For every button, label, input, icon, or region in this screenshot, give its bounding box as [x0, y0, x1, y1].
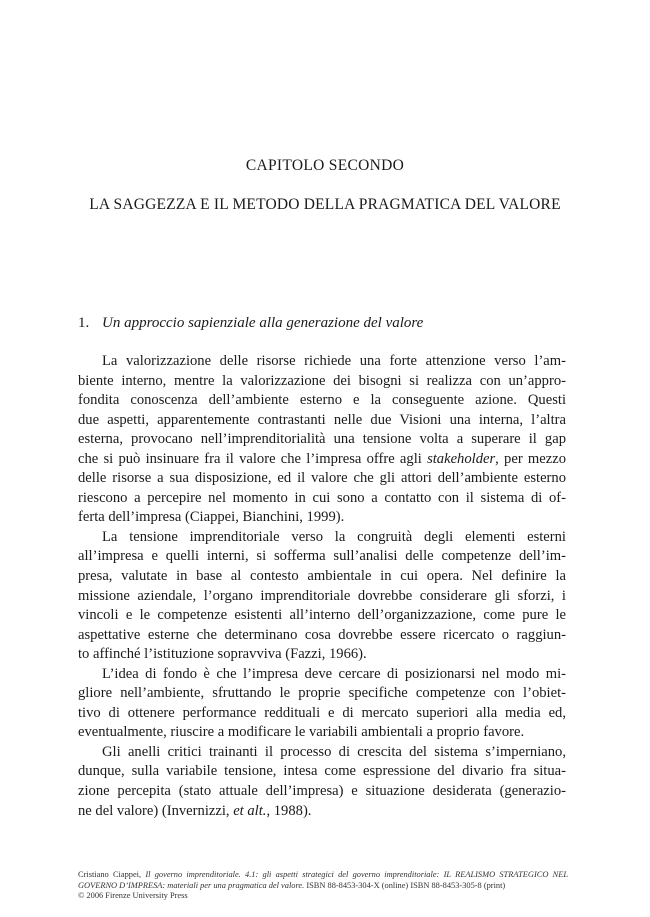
- footer-book-title-2: GOVERNO D’IMPRESA: materiali per una pragmatica del valore.: [78, 880, 305, 890]
- footer-author: Cristiano Ciappei,: [78, 870, 142, 879]
- text-line: dunque, sulla variabile tensione, intesa come espressione del divario fra situa-: [78, 763, 566, 780]
- text-line: La valorizzazione delle risorse richiede una forte attenzione verso l’am-: [102, 353, 566, 369]
- italic-term: stakeholder: [427, 450, 496, 467]
- text-fragment: ne del valore) (Invernizzi,: [78, 802, 230, 819]
- text-line: zione percepita (stato attuale dell’impresa) e situazione desiderata (generazio-: [78, 783, 566, 800]
- text-line: presa, valutate in base al contesto ambientale in cui opera. Nel definire la: [78, 568, 566, 585]
- publication-footer: [78, 870, 568, 902]
- text-line: all’impresa e quelli interni, si sofferma sull’analisi delle competenze dell’im-: [78, 548, 566, 565]
- section-heading: [78, 315, 568, 332]
- body-text: [78, 352, 566, 821]
- footer-copyright: © 2006 Firenze University Press: [78, 891, 188, 901]
- section-number: 1.: [78, 315, 90, 331]
- footer-line-1: [78, 870, 568, 881]
- paragraph-2: [78, 528, 566, 665]
- text-fragment: , 1988).: [266, 802, 312, 819]
- text-line: biente interno, mentre la valorizzazione dei bisogni si realizza con un’appro-: [78, 372, 566, 389]
- text-line: due aspetti, apparentemente contrastanti nelle due Visioni una interna, l’altra: [78, 411, 566, 428]
- text-line: riescono a percepire nel momento in cui sono a contatto con il sistema di of-: [78, 489, 566, 506]
- paragraph-4: [78, 743, 566, 821]
- paragraph-1: [78, 352, 566, 528]
- text-line-with-italic: [78, 450, 566, 470]
- text-line: tivo di ottenere performance reddituali e di mercato superiori alla media ed,: [78, 704, 566, 721]
- text-line: L’idea di fondo è che l’impresa deve cercare di posizionarsi nel modo mi-: [102, 665, 566, 682]
- chapter-label: CAPITOLO SECONDO: [245, 157, 405, 174]
- text-line: Gli anelli critici trainanti il processo di crescita del sistema s’imperniano,: [102, 743, 566, 760]
- text-line: eventualmente, riuscire a modificare le variabili ambientali a proprio favore.: [78, 724, 525, 741]
- text-line: aspettative esterne che determinano cosa dovrebbe essere ricercato o raggiun-: [78, 626, 566, 643]
- text-line: fondita conoscenza dell’ambiente esterno e la conseguente azione. Questi: [78, 392, 566, 409]
- text-line: delle risorse a sua disposizione, ed il valore che gli attori dell’ambiente esterno: [78, 470, 566, 487]
- italic-term: et alt.: [233, 802, 267, 819]
- text-line-with-italic: [78, 802, 566, 822]
- text-fragment: che si può insinuare fra il valore che l’impresa offre agli: [78, 450, 422, 467]
- text-line: La tensione imprenditoriale verso la congruità degli elementi esterni: [102, 528, 566, 545]
- text-line: esterna, provocano nell’imprenditorialità una tensione volta a superare il gap: [78, 431, 566, 448]
- text-line: missione aziendale, l’organo imprenditoriale dovrebbe considerare gli sforzi, i: [78, 587, 566, 604]
- text-line: gliore nell’ambiente, sfruttando le proprie specifiche competenze con l’obiet-: [78, 685, 566, 702]
- paragraph-3: [78, 665, 566, 743]
- text-line: to affinché l’istituzione sopravviva (Fazzi, 1966).: [78, 646, 367, 663]
- chapter-title: LA SAGGEZZA E IL METODO DELLA PRAGMATICA DEL VALORE: [89, 196, 561, 213]
- text-line: vincoli e le competenze esistenti all’interno dell’organizzazione, come pure le: [78, 607, 566, 624]
- footer-line-2: [78, 881, 568, 892]
- text-line: ferta dell’impresa (Ciappei, Bianchini, 1999).: [78, 509, 345, 526]
- text-fragment: , per mezzo: [495, 450, 566, 467]
- footer-isbn: ISBN 88-8453-304-X (online) ISBN 88-8453-305-8 (print): [306, 880, 506, 890]
- footer-book-title: Il governo imprenditoriale. 4.1: gli aspetti strategici del governo imprenditoriale: IL REALISMO STRATEGICO NEL: [145, 870, 568, 879]
- section-title: Un approccio sapienziale alla generazione del valore: [102, 315, 424, 331]
